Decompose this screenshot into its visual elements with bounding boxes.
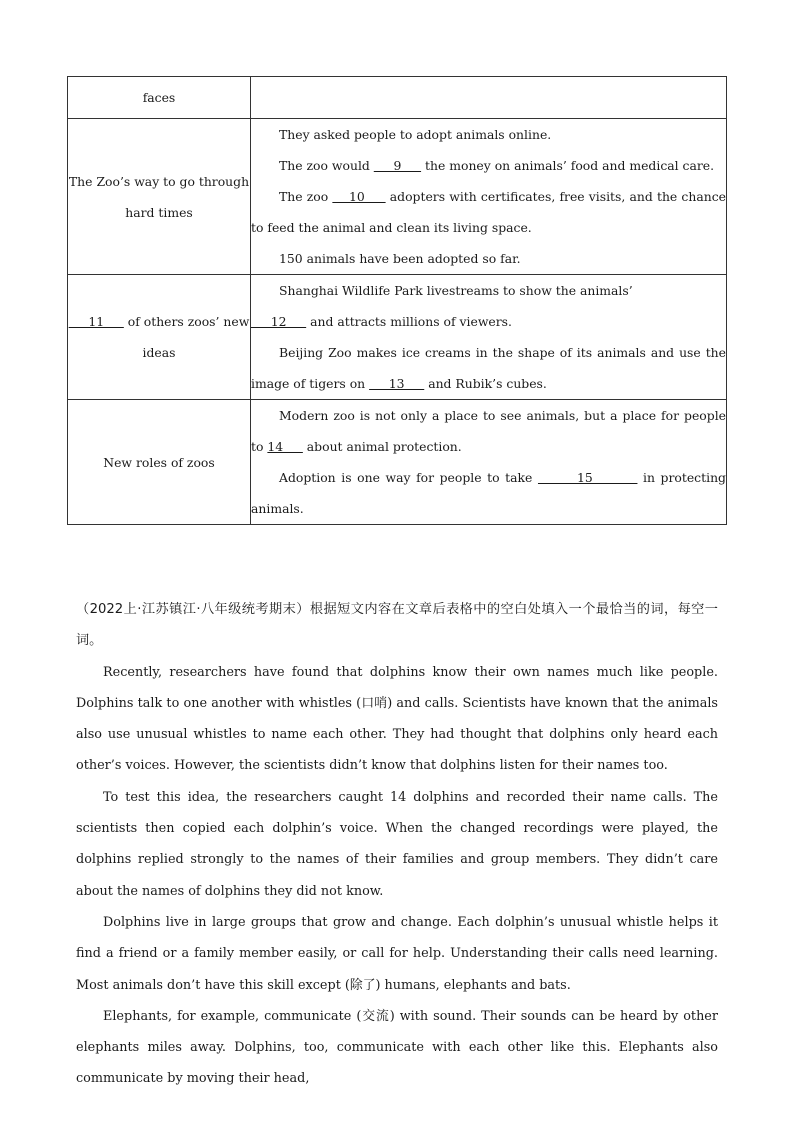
- exercise-instruction: （2022上·江苏镇江·八年级统考期末）根据短文内容在文章后表格中的空白处填入一个最恰当的词，每空一词。: [76, 602, 718, 649]
- blank-10: 10: [332, 189, 386, 204]
- blank-14: 14: [267, 439, 303, 454]
- passage-paragraph: To test this idea, the researchers caught 14 dolphins and recorded their name calls. The scientists then copied each dolphin’s voice. When the changed recordings were played, the dolphins replied strongly to the names of their families and group members. They didn’t care about the names of dolphins they did not know.: [76, 789, 718, 899]
- row-content: [251, 119, 727, 275]
- passage-paragraph: Dolphins live in large groups that grow and change. Each dolphin’s unusual whistle helps it find a friend or a family member easily, or call for help. Understanding their calls need learning. Most animals don’t have this skill except (除了) humans, elephants and bats.: [76, 914, 718, 993]
- table-row: [68, 400, 727, 525]
- blank-11: 11: [68, 314, 124, 329]
- passage-paragraph: Elephants, for example, communicate (交流) with sound. Their sounds can be heard by other elephants miles away. Dolphins, too, communicate with each other like this. Elephants also communicate by moving their head,: [76, 1008, 718, 1087]
- passage-paragraph: Recently, researchers have found that dolphins know their own names much like people. Dolphins talk to one another with whistles (口哨) and calls. Scientists have known that the animals also use unusual whistles to name each other. They had thought that dolphins only heard each other’s voices. However, the scientists didn’t know that dolphins listen for their names too.: [76, 664, 718, 774]
- row-content: [251, 275, 727, 400]
- row-content: [251, 400, 727, 525]
- table-line: Adoption is one way for people to take 15 in protecting animals.: [251, 470, 726, 516]
- table-row: [68, 119, 727, 275]
- table-line: The zoo would 9 the money on animals’ food and medical care.: [279, 158, 715, 173]
- row-content: [251, 77, 727, 119]
- summary-table: [67, 76, 727, 525]
- table-line: The zoo 10 adopters with certificates, free visits, and the chance to feed the animal and clean its living space.: [251, 189, 726, 235]
- table-line: 150 animals have been adopted so far.: [279, 251, 521, 266]
- blank-9: 9: [373, 158, 422, 173]
- reading-passage: [76, 594, 718, 1095]
- row-label: The Zoo’s way to go through hard times: [68, 119, 251, 275]
- row-label: 11 of others zoos’ new ideas: [68, 275, 251, 400]
- table-line: Beijing Zoo makes ice creams in the shape of its animals and use the image of tigers on 13 and Rubik’s cubes.: [251, 345, 726, 391]
- blank-15: 15: [537, 470, 638, 485]
- row-label: New roles of zoos: [68, 400, 251, 525]
- table-row: [68, 77, 727, 119]
- table-line: Modern zoo is not only a place to see animals, but a place for people to 14 about animal protection.: [251, 408, 726, 454]
- blank-12: 12: [251, 314, 307, 329]
- table-line: They asked people to adopt animals online.: [279, 127, 552, 142]
- table-line: Shanghai Wildlife Park livestreams to show the animals’ 12 and attracts millions of viewers.: [251, 283, 633, 329]
- table-row: [68, 275, 727, 400]
- blank-13: 13: [369, 376, 425, 391]
- row-label: faces: [68, 77, 251, 119]
